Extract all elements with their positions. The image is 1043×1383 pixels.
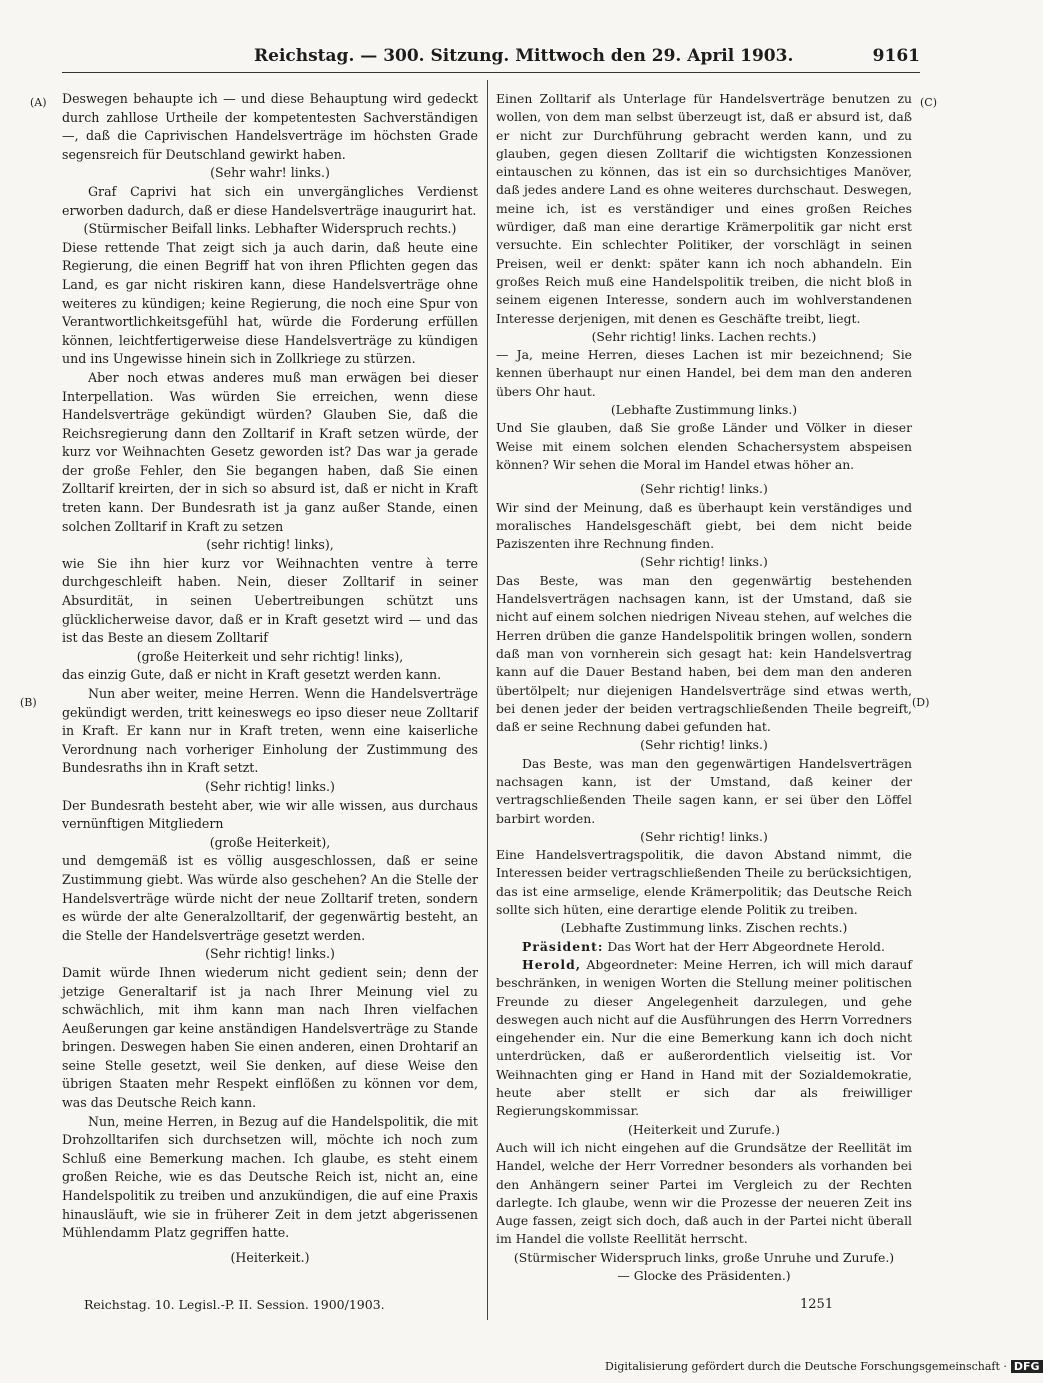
herold-text: Abgeordneter: Meine Herren, ich will mich darauf beschränken, in wenigen Worten die Stellung meiner politischen Freunde zu dieser Angelegenheit darzulegen, und gehe deswegen auch nicht auf die Ausführungen des Herrn Vorredners eingehender ein. Nur die eine Bemerkung kann ich doch nicht unterdrücken, daß er außerordentlich vielseitig ist. Vor Weihnachten ging er Hand in Hand mit der Sozialdemokratie, heute aber stellt er sich dar als freiwilliger Regierungskommissar.	[496, 956, 912, 1119]
margin-marker-d: (D)	[912, 696, 930, 709]
speaker-herold: Herold,	[522, 956, 582, 972]
digitization-credit	[605, 1360, 1043, 1373]
dfg-logo: DFG	[1011, 1360, 1043, 1373]
paragraph: Auch will ich nicht eingehen auf die Grundsätze der Reellität im Handel, welche der Herr Vorredner besonders als vorhanden bei den Anhängern seiner Partei im Vergleich zu der Rechten darlegte. Ich glaube, wenn wir die Prozesse der neueren Zeit ins Auge fassen, zeigt sich doch, daß auch in der Partei nicht überall im Handel die vollste Reellität herrscht.	[496, 1139, 912, 1247]
interjection: (Sehr wahr! links.)	[210, 165, 330, 181]
president-remark	[496, 938, 912, 956]
credit-text: Digitalisierung gefördert durch die Deutsche Forschungsgemeinschaft ·	[605, 1360, 1007, 1373]
paragraph: Nun aber weiter, meine Herren. Wenn die Handelsverträge gekündigt werden, tritt keineswegs eo ipso dieser neue Zolltarif in Kraft. Er kann nur in Kraft treten, wenn eine kaiserliche Verordnung nach vorheriger Einholung der Zustimmung des Bundesraths ihn in Kraft setzt.	[62, 686, 478, 776]
interjection: (Stürmischer Beifall links. Lebhafter Widerspruch rechts.)	[83, 221, 457, 237]
paragraph: Das Beste, was man den gegenwärtigen Handelsverträgen nachsagen kann, ist der Umstand, daß keiner der vertragschließenden Theile sagen kann, er sei über den Löffel barbirt worden.	[496, 755, 912, 826]
paragraph: Damit würde Ihnen wiederum nicht gedient sein; denn der jetzige Generaltarif ist ja nach Ihrer Meinung viel zu schwächlich, mit ihm kann man nach Ihren vielfachen Aeußerungen gar keine anständigen Handelsverträge zu Stande bringen. Deswegen haben Sie einen anderen, einen Drohtarif an seine Stelle gesetzt, weil Sie denken, auf diese Weise den übrigen Staaten mehr Respekt einflößen zu können vor dem, was das Deutsche Reich kann.	[62, 964, 478, 1111]
interjection: (Heiterkeit und Zurufe.)	[628, 1121, 780, 1137]
margin-marker-c: (C)	[920, 96, 937, 109]
interjection: (Heiterkeit.)	[230, 1249, 310, 1265]
paragraph: das einzig Gute, daß er nicht in Kraft gesetzt werden kann.	[62, 667, 442, 683]
interjection: (Lebhafte Zustimmung links. Zischen rechts.)	[560, 920, 848, 936]
interjection: (Sehr richtig! links.)	[640, 828, 768, 844]
paragraph: Aber noch etwas anderes muß man erwägen bei dieser Interpellation. Was würden Sie erreichen, wenn diese Handelsverträge gekündigt würden? Glauben Sie, daß die Reichsregierung dann den Zolltarif in Kraft setzen würde, der kurz vor Weihnachten Gesetz geworden ist? Das war ja gerade der große Fehler, den Sie begangen haben, daß Sie einen Zolltarif kreirten, der in sich so absurd ist, daß er nicht in Kraft treten kann. Der Bundesrath ist ja ganz außer Stande, einen solchen Zolltarif in Kraft zu setzen	[62, 369, 478, 534]
interjection: (große Heiterkeit und sehr richtig! links),	[136, 648, 404, 664]
paragraph: Und Sie glauben, daß Sie große Länder und Völker in dieser Weise mit einem solchen elenden Schachersystem abspeisen können? Wir sehen die Moral im Handel etwas höher an.	[496, 420, 912, 472]
interjection: — Glocke des Präsidenten.)	[617, 1268, 791, 1283]
running-header	[62, 46, 920, 72]
herold-speech	[496, 956, 912, 1121]
paragraph: Diese rettende That zeigt sich ja auch darin, daß heute eine Regierung, die einen Begriff hat von ihren Pflichten gegen das Land, es gar nicht riskiren kann, diese Handelsverträge ohne weiteres zu kündigen; keine Regierung, die noch eine Spur von Verantwortlichkeitsgefühl hat, würde die Forderung erfüllen können, leichtfertigerweise diese Handelsverträge zu kündigen und ins Ungewisse hinein sich in Zollkriege zu stürzen.	[62, 239, 478, 367]
paragraph: Deswegen behaupte ich — und diese Behauptung wird gedeckt durch zahllose Urtheile der kompetentesten Sachverständigen —, daß die Caprivischen Handelsverträge im höchsten Grade segensreich für Deutschland gewirkt haben.	[62, 91, 478, 162]
margin-marker-a: (A)	[30, 96, 47, 109]
right-column	[496, 90, 912, 1285]
column-divider	[487, 80, 488, 1320]
paragraph: wie Sie ihn hier kurz vor Weihnachten ventre à terre durchgeschleift haben. Nein, dieser Zolltarif in seiner Absurdität, in seinen Uebertreibungen schützt uns glücklicherweise davor, daß er in Kraft gesetzt wird — und das ist das Beste an diesem Zolltarif	[62, 555, 478, 646]
interjection: (Sehr richtig! links.)	[640, 481, 768, 497]
interjection: (Sehr richtig! links.)	[640, 554, 768, 570]
left-column	[62, 90, 478, 1267]
margin-marker-b: (B)	[20, 696, 37, 709]
paragraph: Das Beste, was man den gegenwärtig bestehenden Handelsverträgen nachsagen kann, ist der Umstand, daß sie nicht auf einem solchen niedrigen Niveau stehen, auf welches die Herren drüben die ganze Handelspolitik bringen wollen, sondern daß man von vornherein sich gesagt hat: kein Handelsvertrag kann auf die Dauer Bestand haben, bei dem man den anderen übertölpelt; nur diejenigen Handelsverträge sind etwas werth, bei denen jeder der beiden vertragschließenden Theile begreift, daß er seine Rechnung dabei gefunden hat.	[496, 572, 912, 735]
president-text: Das Wort hat der Herr Abgeordnete Herold.	[607, 938, 885, 954]
interjection: (Lebhafte Zustimmung links.)	[610, 402, 798, 418]
header-rule	[62, 72, 920, 73]
paragraph: Einen Zolltarif als Unterlage für Handelsverträge benutzen zu wollen, von dem man selbst überzeugt ist, daß er absurd ist, daß er nicht zur Durchführung gebracht werden kann, und zu glauben, gegen diesen Zolltarif die wichtigsten Konzessionen eintauschen zu können, das ist ein so durchsichtiges Manöver, daß jedes andere Land es ohne weiteres durchschaut. Deswegen, meine ich, ist es verständiger und eines großen Reiches würdiger, daß man eine derartige Krämerpolitik gar nicht erst versuchte. Ein schlechter Politiker, der vorschlägt in seinen Preisen, weil er denkt: später kann ich noch abhandeln. Ein großes Reich muß eine Handelspolitik treiben, die nicht bloß in seinem eigenen Interesse, sondern auch im wohlverstandenen Interesse derjenigen, mit denen es Geschäfte treibt, liegt.	[496, 91, 912, 326]
header-title: Reichstag. — 300. Sitzung. Mittwoch den 29. April 1903.	[254, 46, 794, 66]
paragraph: Wir sind der Meinung, daß es überhaupt kein verständiges und moralisches Handelsgeschäft giebt, bei dem nicht beide Paziszenten ihre Rechnung finden.	[496, 499, 912, 552]
footer-number: 1251	[800, 1297, 834, 1312]
interjection: (Sehr richtig! links.)	[205, 946, 335, 962]
paragraph: und demgemäß ist es völlig ausgeschlossen, daß er seine Zustimmung giebt. Was würde also geschehen? An die Stelle der Handelsverträge würde nicht der neue Zolltarif treten, sondern es würde der alte Generalzolltarif, der gegenwärtig besteht, an die Stelle der Handelsverträge gesetzt werden.	[62, 853, 478, 943]
paragraph: Eine Handelsvertragspolitik, die davon Abstand nimmt, die Interessen beider vertragschließenden Theile zu berücksichtigen, das ist eine armselige, elende Krämerpolitik; das Deutsche Reich sollte sich hüten, eine derartige elende Politik zu treiben.	[496, 847, 912, 918]
interjection: (Sehr richtig! links. Lachen rechts.)	[591, 328, 817, 344]
paragraph: — Ja, meine Herren, dieses Lachen ist mir bezeichnend; Sie kennen überhaupt nur einen Handel, bei dem man den anderen übers Ohr haut.	[496, 347, 912, 399]
footer-session: Reichstag. 10. Legisl.-P. II. Session. 1900/1903.	[84, 1297, 385, 1312]
interjection: (sehr richtig! links),	[206, 537, 334, 553]
interjection: (große Heiterkeit),	[209, 834, 331, 850]
page-number: 9161	[872, 46, 920, 66]
interjection: (Stürmischer Widerspruch links, große Unruhe und Zurufe.)	[513, 1249, 895, 1265]
paragraph: Der Bundesrath besteht aber, wie wir alle wissen, aus durchaus vernünftigen Mitgliedern	[62, 797, 478, 832]
paragraph: Nun, meine Herren, in Bezug auf die Handelspolitik, die mit Drohzolltarifen sich durchsetzen will, möchte ich noch zum Schluß eine Bemerkung machen. Ich glaube, es steht einem großen Reiche, wie es das Deutsche Reich ist, nicht an, eine Handelspolitik zu treiben und anzukündigen, die auf eine Praxis hinausläuft, wie sie in früherer Zeit in dem jetzt abgerissenen Mühlendamm Platz gegriffen hatte.	[62, 1113, 478, 1241]
speaker-president: Präsident:	[522, 938, 604, 954]
interjection: (Sehr richtig! links.)	[205, 778, 335, 794]
interjection: (Sehr richtig! links.)	[640, 737, 768, 753]
paragraph: Graf Caprivi hat sich ein unvergängliches Verdienst erworben dadurch, daß er diese Handelsverträge inaugurirt hat.	[62, 183, 478, 218]
